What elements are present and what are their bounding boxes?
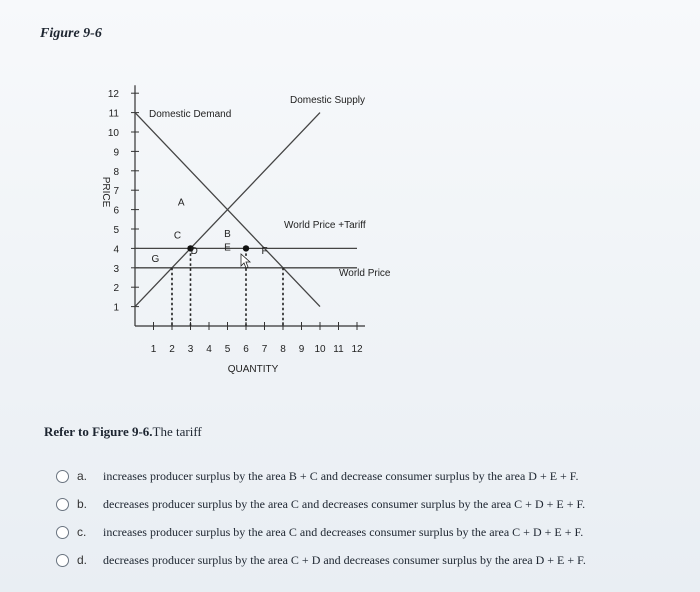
radio-c[interactable]: [56, 526, 69, 539]
option-text: decreases producer surplus by the area C + D and decreases consumer surplus by the area D + E + F.: [103, 552, 586, 567]
y-tick-label: 2: [113, 283, 119, 295]
y-tick-label: 3: [113, 263, 119, 275]
area-label-g: G: [151, 253, 160, 265]
radio-b[interactable]: [56, 498, 69, 511]
x-tick-label: 6: [243, 344, 249, 355]
world-price-label: World Price: [339, 268, 391, 279]
x-tick-label: 9: [298, 344, 305, 355]
area-label-f: F: [261, 246, 268, 258]
x-tick-label: 11: [333, 344, 344, 355]
y-tick-label: 11: [108, 108, 119, 120]
y-tick-label: 12: [107, 89, 119, 101]
option-text: increases producer surplus by the area C and decreases consumer surplus by the area C + D + E + F.: [103, 524, 584, 539]
area-label-c: C: [173, 230, 182, 242]
mouse-cursor-icon: [241, 254, 250, 268]
option-d[interactable]: [56, 546, 586, 574]
y-tick-label: 9: [113, 147, 119, 159]
intersection-point: [243, 245, 249, 251]
figure-title: Figure 9-6: [40, 26, 102, 41]
x-tick-label: 12: [351, 344, 363, 355]
x-tick-label: 4: [206, 344, 212, 355]
y-tick-label: 4: [113, 244, 119, 256]
y-axis-label: PRICE: [100, 176, 111, 208]
x-tick-label: 3: [187, 344, 194, 355]
y-tick-label: 7: [113, 186, 119, 198]
y-tick-label: 10: [107, 128, 119, 139]
area-label-d: D: [190, 246, 198, 258]
option-b[interactable]: [56, 490, 586, 518]
y-tick-label: 8: [113, 166, 119, 178]
x-axis-label: QUANTITY: [227, 364, 279, 375]
x-tick-label: 8: [280, 344, 286, 355]
question-ref: Refer to Figure 9-6.: [44, 424, 153, 439]
answer-options: [56, 462, 586, 574]
x-tick-label: 7: [261, 344, 268, 355]
area-label-e: E: [224, 242, 231, 254]
x-tick-label: 10: [314, 344, 326, 355]
question-text: [44, 424, 202, 440]
y-tick-label: 1: [113, 302, 119, 314]
supply-label: Domestic Supply: [290, 95, 366, 106]
demand-label: Domestic Demand: [149, 109, 232, 120]
option-letter: a.: [77, 469, 88, 483]
option-text: increases producer surplus by the area B + C and decrease consumer surplus by the area D + E + F.: [103, 468, 579, 483]
option-text: decreases producer surplus by the area C and decreases consumer surplus by the area C + D + E + F.: [103, 496, 586, 511]
option-letter: d.: [77, 553, 88, 567]
option-letter: b.: [77, 497, 88, 511]
option-c[interactable]: [56, 518, 586, 546]
area-label-a: A: [177, 197, 185, 209]
radio-a[interactable]: [56, 470, 69, 483]
x-tick-label: 1: [150, 344, 157, 355]
area-label-b: B: [224, 228, 231, 240]
option-a[interactable]: [56, 462, 586, 490]
question-body: The tariff: [152, 424, 202, 439]
tariff-price-label: World Price +Tariff: [284, 220, 366, 231]
x-tick-label: 2: [169, 344, 175, 355]
y-tick-label: 5: [113, 225, 119, 236]
radio-d[interactable]: [56, 554, 69, 567]
y-tick-label: 6: [113, 205, 119, 217]
option-letter: c.: [77, 525, 87, 539]
x-tick-label: 5: [224, 344, 231, 355]
